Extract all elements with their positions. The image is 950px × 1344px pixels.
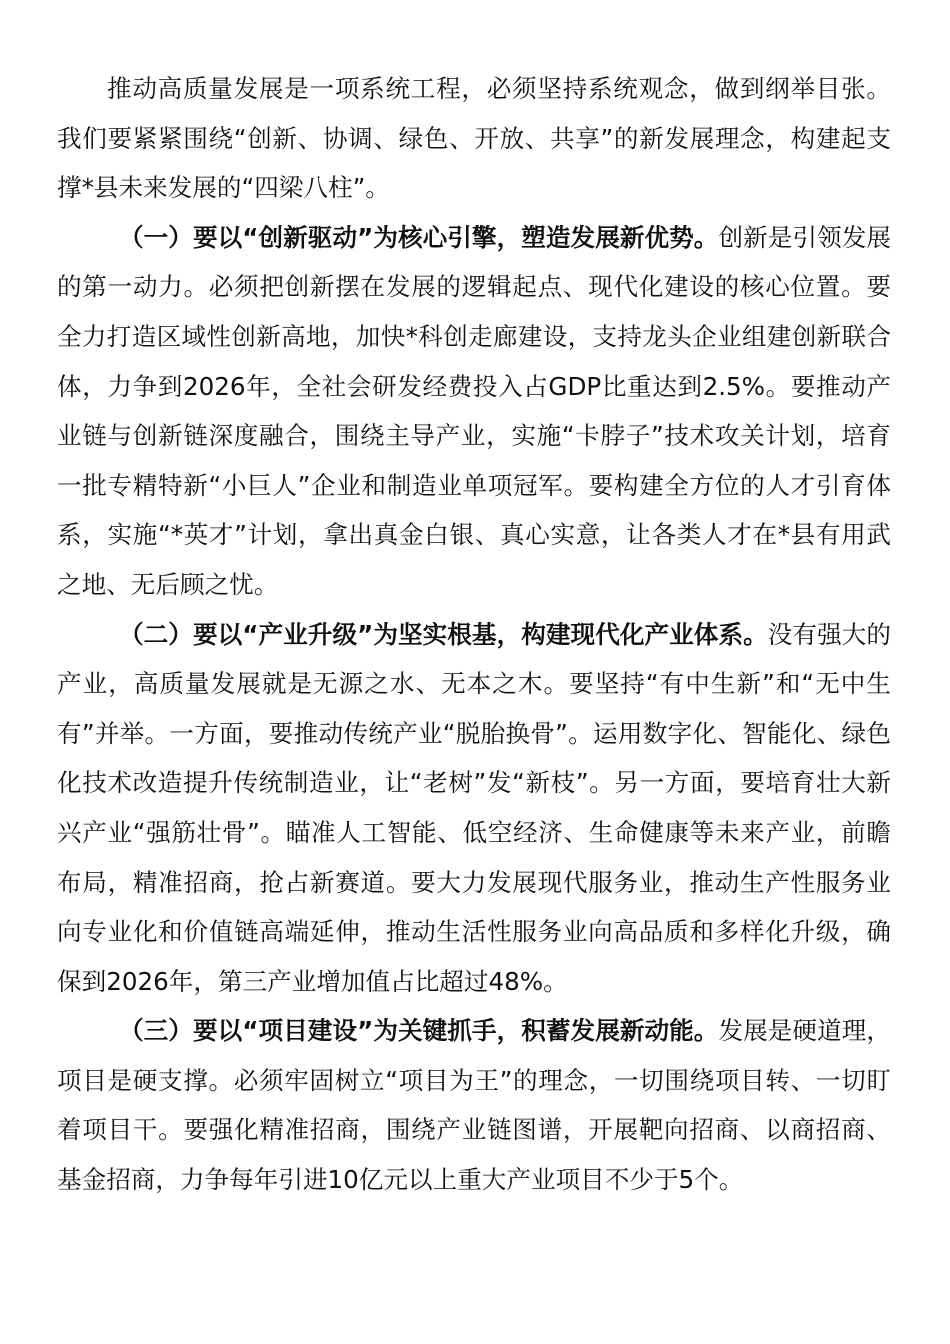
section-1-heading: （一）要以“创新驱动”为核心引擎，塑造发展新优势。 (119, 222, 719, 252)
paragraph-section-2 (57, 610, 891, 1007)
paragraph-section-3 (57, 1006, 891, 1204)
paragraph-intro-text: 推动高质量发展是一项系统工程，必须坚持系统观念，做到纲举目张。我们要紧紧围绕“创新、协调、绿色、开放、共享”的新发展理念，构建起支撑*县未来发展的“四梁八柱”。 (57, 74, 891, 203)
section-2-heading: （二）要以“产业升级”为坚实根基，构建现代化产业体系。 (119, 619, 768, 649)
section-1-text: 创新是引领发展的第一动力。必须把创新摆在发展的逻辑起点、现代化建设的核心位置。要全力打造区域性创新高地，加快*科创走廊建设，支持龙头企业组建创新联合体，力争到2026年，全社会研发经费投入占GDP比重达到2.5%。要推动产业链与创新链深度融合，围绕主导产业，实施“卡脖子”技术攻关计划，培育一批专精特新“小巨人”企业和制造业单项冠军。要构建全方位的人才引育体系，实施“*英才”计划，拿出真金白银、真心实意，让各类人才在*县有用武之地、无后顾之忧。 (57, 222, 891, 599)
section-3-heading: （三）要以“项目建设”为关键抓手，积蓄发展新动能。 (119, 1016, 719, 1046)
document-page (57, 64, 891, 1205)
section-2-text: 没有强大的产业，高质量发展就是无源之水、无本之木。要坚持“有中生新”和“无中生有”并举。一方面，要推动传统产业“脱胎换骨”。运用数字化、智能化、绿色化技术改造提升传统制造业，让“老树”发“新枝”。另一方面，要培育壮大新兴产业“强筋壮骨”。瞄准人工智能、低空经济、生命健康等未来产业，前瞻布局，精准招商，抢占新赛道。要大力发展现代服务业，推动生产性服务业向专业化和价值链高端延伸，推动生活性服务业向高品质和多样化升级，确保到2026年，第三产业增加值占比超过48%。 (57, 619, 891, 996)
paragraph-intro (57, 64, 891, 213)
section-3-text: 发展是硬道理，项目是硬支撑。必须牢固树立“项目为王”的理念，一切围绕项目转、一切盯着项目干。要强化精准招商，围绕产业链图谱，开展靶向招商、以商招商、基金招商，力争每年引进10亿元以上重大产业项目不少于5个。 (57, 1016, 891, 1195)
paragraph-section-1 (57, 213, 891, 610)
